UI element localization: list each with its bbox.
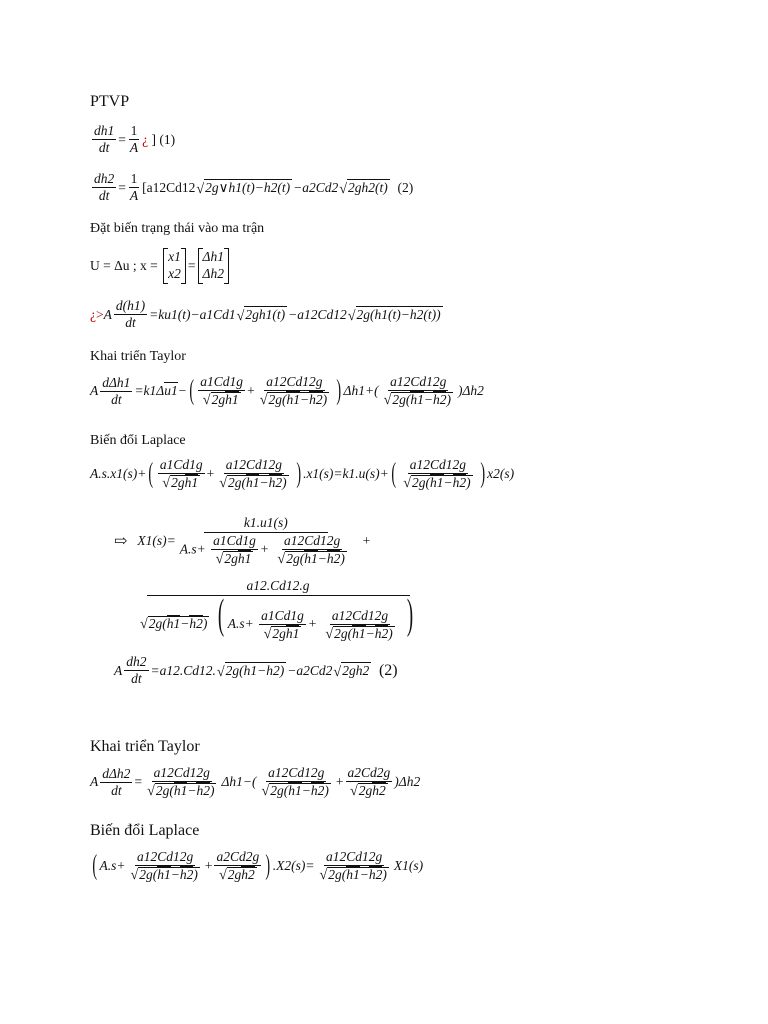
equation-7: a12.Cd12.g √ 2g(h1−h2) ( A.s+ a1Cd1g √ 2gh1 + a12Cd12g √ 2g(h1−h2) ) (140, 578, 414, 643)
equation-8: A $\frac{dh2}{dt}$ =a12.Cd12. √ 2g(h1−h2) −a2Cd2 √ 2gh2 (2) (114, 654, 398, 687)
implies-arrow-icon: ⇨ (114, 533, 128, 551)
equation-1: $\frac{dh1}{dt}$ = $\frac{1}{A}$ ¿ ] (1) (94, 123, 176, 156)
equation-10: ( A.s+ a12Cd12g √ 2g(h1−h2) + a2Cd2g √ 2gh2 ) .X2(s)= a12Cd12g √ 2g(h1−h2) X1(s) (92, 849, 424, 884)
equation-4: A $\frac{\text{dΔh1}}{dt}$ =k1Δu1− ( a1Cd1g √ 2gh1 + a12Cd12g √ 2g(h1−h2) ) Δh1+( a12Cd12g √ 2g(h1−h2) )Δh2 (90, 374, 484, 409)
eq1-tag: ] (1) (151, 131, 176, 147)
heading-laplace-2: Biến đổi Laplace (90, 822, 200, 839)
heading-taylor-1: Khai triển Taylor (90, 349, 186, 364)
equation-6: ⇨ X1(s)= k1.u1(s) A.s+ a1Cd1g √ 2gh1 + a12Cd12g √ 2g(h1−h2) + (114, 515, 371, 568)
matrix-dh: Δh1 Δh2 (198, 248, 229, 284)
eq8-tag: (2) (378, 661, 398, 679)
heading-ptvp: PTVP (90, 93, 130, 110)
eq2-tag: (2) (397, 179, 414, 195)
equation-2: $\frac{dh2}{dt}$ = $\frac{1}{A}$ [a12Cd12 √ 2g∨h1(t)−h2(t) −a2Cd2 √ 2gh2(t) (2) (94, 171, 414, 204)
eq1-symbol: ¿ (142, 131, 149, 147)
eq2-body: [a12Cd12 (142, 179, 196, 195)
heading-laplace-1: Biến đổi Laplace (90, 433, 186, 448)
heading-dat-bien: Đặt biến trạng thái vào ma trận (90, 221, 265, 236)
equation-3: ¿> A $\frac{d(h1)}{dt}$ =ku1(t)−a1Cd1 √ 2gh1(t) −a12Cd12 √ 2g(h1(t)−h2(t)) (90, 298, 441, 331)
heading-taylor-2: Khai triển Taylor (90, 738, 200, 755)
equation-9: A $\frac{\text{dΔh2}}{dt}$ = a12Cd12g √ 2g(h1−h2) Δh1−( a12Cd12g √ 2g(h1−h2) + a2Cd2g √ 2gh2 )Δh2 (90, 765, 421, 800)
matrix-x: x1 x2 (163, 248, 186, 284)
matrix-prefix: U = Δu ; x = (90, 257, 158, 273)
matrix-definition: U = Δu ; x = x1 x2 = Δh1 Δh2 (90, 248, 231, 284)
equation-5: A.s.x1(s)+ ( a1Cd1g √ 2gh1 + a12Cd12g √ 2g(h1−h2) ) .x1(s)=k1.u(s)+ ( a12Cd12g √ 2g(h1−h2) ) x2(s) (90, 457, 515, 492)
